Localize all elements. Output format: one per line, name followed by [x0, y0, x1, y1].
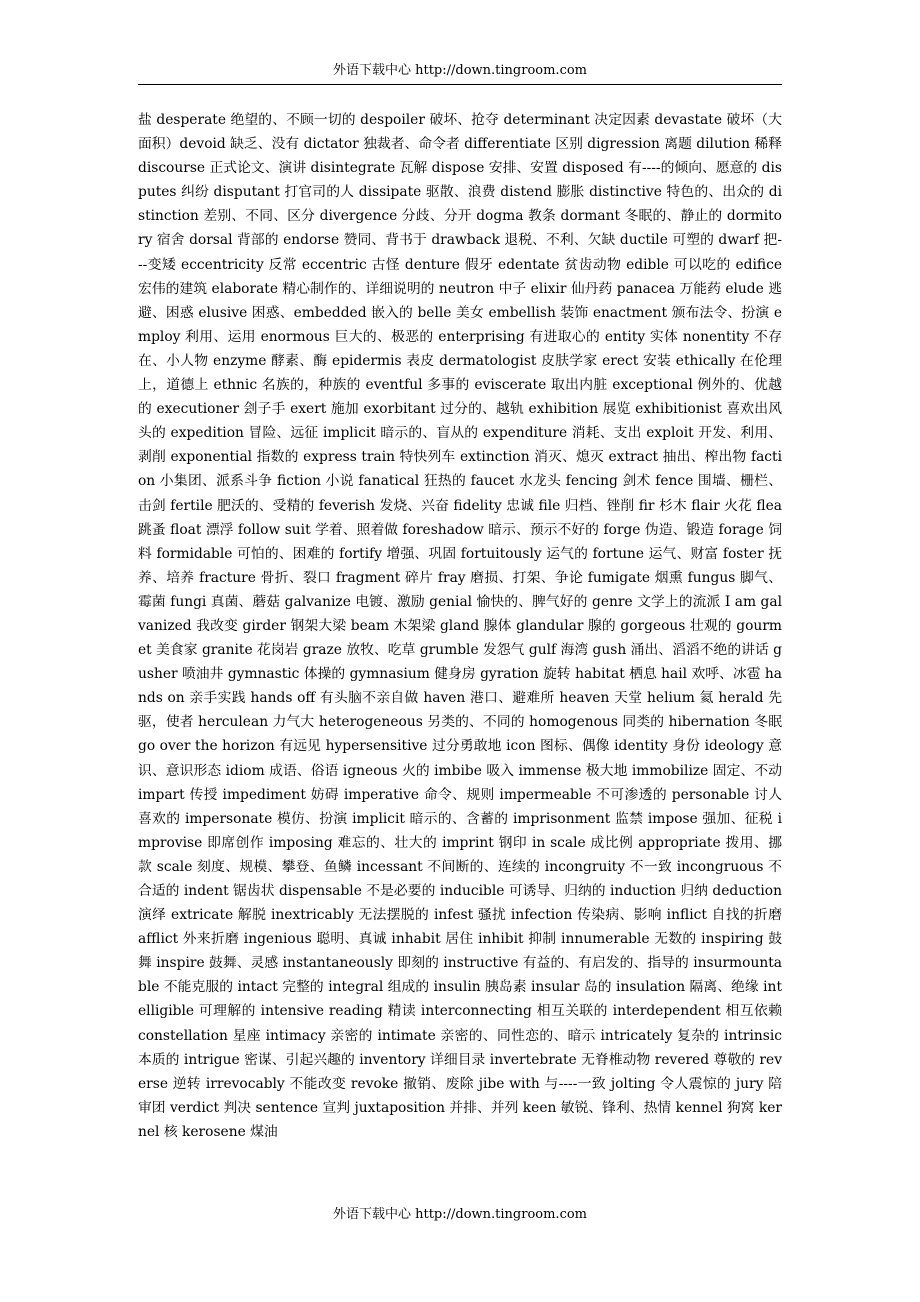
- page-footer: 外语下载中心 http://down.tingroom.com: [332, 1207, 588, 1222]
- header-divider: [138, 84, 782, 85]
- vocabulary-text: 盐 desperate 绝望的、不顾一切的 despoiler 破坏、抢夺 determinant 决定因素 devastate 破坏（大面积）devoid 缺乏、没有 dictator 独裁者、命令者 differentiate 区别 digression 离题 dilution 稀释 discourse 正式论文、演讲 disintegrate 瓦解 dispose 安排、安置 disposed 有----的倾向、愿意的 disputes 纠纷 disputant 打官司的人 dissipate 驱散、浪费 distend 膨胀 distinctive 特色的、出众的 distinction 差别、不同、区分 divergence 分歧、分开 dogma 教条 dormant 冬眠的、静止的 dormitory 宿舍 dorsal 背部的 endorse 赞同、背书于 drawback 退税、不利、欠缺 ductile 可塑的 dwarf 把---变矮 eccentricity 反常 eccentric 古怪 denture 假牙 edentate 贫齿动物 edible 可以吃的 edifice 宏伟的建筑 elaborate 精心制作的、详细说明的 neutron 中子 elixir 仙丹药 panacea 万能药 elude 逃避、困惑 elusive 困惑、embedded 嵌入的 belle 美女 embellish 装饰 enactment 颁布法令、扮演 employ 利用、运用 enormous 巨大的、极恶的 enterprising 有进取心的 entity 实体 nonentity 不存在、小人物 enzyme 酵素、酶 epidermis 表皮 dermatologist 皮肤学家 erect 安装 ethically 在伦理上，道德上 ethnic 名族的，种族的 eventful 多事的 eviscerate 取出内脏 exceptional 例外的、优越的 executioner 刽子手 exert 施加 exorbitant 过分的、越轨 exhibition 展览 exhibitionist 喜欢出风头的 expedition 冒险、远征 implicit 暗示的、盲从的 expenditure 消耗、支出 exploit 开发、利用、剥削 exponential 指数的 express train 特快列车 extinction 消灭、熄灭 extract 抽出、榨出物 faction 小集团、派系斗争 fiction 小说 fanatical 狂热的 faucet 水龙头 fencing 剑术 fence 围墙、栅栏、击剑 fertile 肥沃的、受精的 feverish 发烧、兴奋 fidelity 忠诚 file 归档、锉削 fir 杉木 flair 火花 flea 跳蚤 float 漂浮 follow suit 学着、照着做 foreshadow 暗示、预示不好的 forge 伪造、锻造 forage 饲料 formidable 可怕的、困难的 fortify 增强、巩固 fortuitously 运气的 fortune 运气、财富 foster 抚养、培养 fracture 骨折、裂口 fragment 碎片 fray 磨损、打架、争论 fumigate 烟熏 fungus 脚气、霉菌 fungi 真菌、蘑菇 galvanize 电镀、激励 genial 愉快的、脾气好的 genre 文学上的流派 I am galvanized 我改变 girder 钢架大梁 beam 木架梁 gland 腺体 glandular 腺的 gorgeous 壮观的 gourmet 美食家 granite 花岗岩 graze 放牧、吃草 grumble 发怨气 gulf 海湾 gush 涌出、滔滔不绝的讲话 gusher 喷油井 gymnastic 体操的 gymnasium 健身房 gyration 旋转 habitat 栖息 hail 欢呼、冰雹 hands on 亲手实践 hands off 有头脑不亲自做 haven 港口、避难所 heaven 天堂 helium 氦 herald 先驱，使者 herculean 力气大 heterogeneous 另类的、不同的 homogenous 同类的 hibernation 冬眠 go over the horizon 有远见 hypersensitive 过分勇敢地 icon 图标、偶像 identity 身份 ideology 意识、意识形态 idiom 成语、俗语 igneous 火的 imbibe 吸入 immense 极大地 immobilize 固定、不动 impart 传授 impediment 妨碍 imperative 命令、规则 impermeable 不可渗透的 personable 讨人喜欢的 impersonate 模仿、扮演 implicit 暗示的、含蓄的 imprisonment 监禁 impose 强加、征税 improvise 即席创作 imposing 难忘的、壮大的 imprint 钢印 in scale 成比例 appropriate 拨用、挪款 scale 刻度、规模、攀登、鱼鳞 incessant 不间断的、连续的 incongruity 不一致 incongruous 不合适的 indent 锯齿状 dispensable 不是必要的 inducible 可诱导、归纳的 induction 归纳 deduction 演绎 extricate 解脱 inextricably 无法摆脱的 infest 骚扰 infection 传染病、影响 inflict 自找的折磨 afflict 外来折磨 ingenious 聪明、真诚 inhabit 居住 inhibit 抑制 innumerable 无数的 inspiring 鼓舞 inspire 鼓舞、灵感 instantaneously 即刻的 instructive 有益的、有启发的、指导的 insurmountable 不能克服的 intact 完整的 integral 组成的 insulin 胰岛素 insular 岛的 insulation 隔离、绝缘 intelligible 可理解的 intensive reading 精读 interconnecting 相互关联的 interdependent 相互依赖 constellation 星座 intimacy 亲密的 intimate 亲密的、同性恋的、暗示 intricately 复杂的 intrinsic 本质的 intrigue 密谋、引起兴趣的 inventory 详细目录 invertebrate 无脊椎动物 revered 尊敬的 reverse 逆转 irrevocably 不能改变 revoke 撤销、废除 jibe with 与----一致 jolting 令人震惊的 jury 陪审团 verdict 判决 sentence 宣判 juxtaposition 并排、并列 keen 敏锐、锋利、热情 kennel 狗窝 kernel 核 kerosene 煤油: [138, 112, 782, 1140]
- page-header: 外语下载中心 http://down.tingroom.com: [332, 63, 588, 78]
